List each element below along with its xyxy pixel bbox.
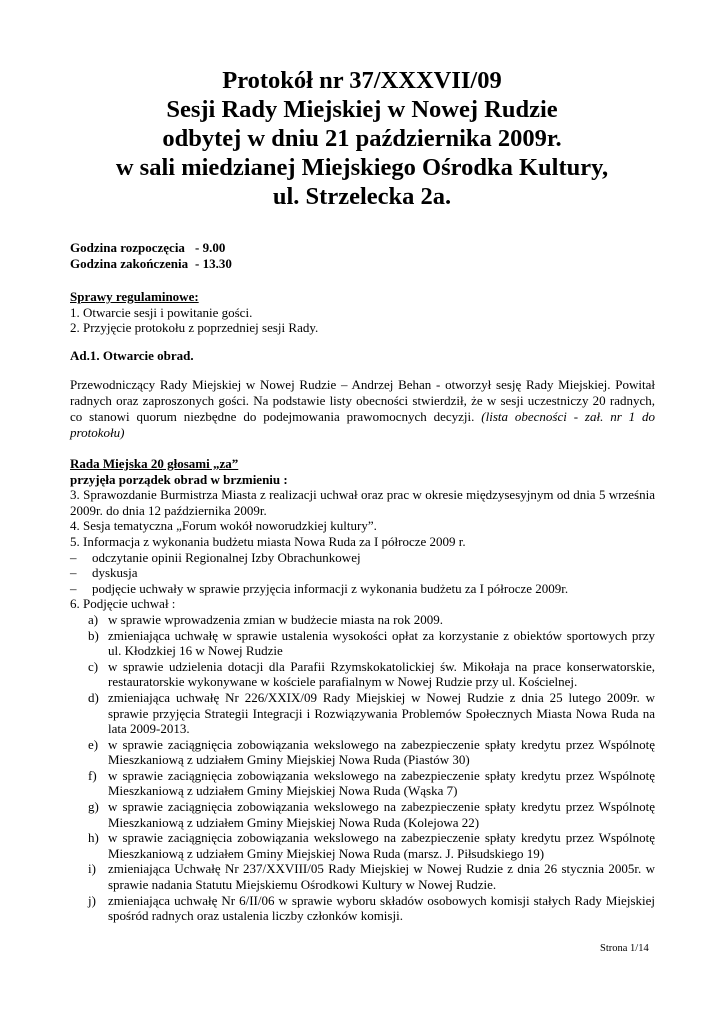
title-line: ul. Strzelecka 2a.	[272, 183, 452, 210]
resolution-item	[70, 768, 655, 799]
opening-paragraph	[70, 377, 655, 441]
resolution-item	[70, 612, 655, 628]
resolution-text: zmieniająca uchwałę w sprawie ustalenia wysokości opłat za korzystanie z obiektów sportowych przy ul. Kłodzkiej 16 w Nowej Rudzie	[108, 627, 655, 659]
resolution-key: j)	[88, 892, 96, 908]
end-time-label: Godzina zakończenia	[70, 255, 189, 271]
opening-paragraph-text: Przewodniczący Rady Miejskiej w Nowej Rudzie – Andrzej Behan - otworzył sesję Rady Miejskiej. Powitał radnych oraz zaproszonych gości. Na podstawie listy obecności stwierdził, że w sesji uczestniczy 20 radnych, co stanowi quorum niezbędne do podejmowania prawomocnych decyzji.	[70, 377, 655, 424]
agenda-subitem	[70, 550, 655, 566]
resolution-item	[70, 659, 655, 690]
title-line: Protokół nr 37/XXXVII/09	[222, 67, 502, 94]
resolution-item	[70, 737, 655, 768]
procedural-matters	[70, 289, 655, 336]
resolution-key: b)	[88, 627, 99, 643]
page-number: Strona 1/14	[600, 943, 649, 954]
resolution-text: zmieniająca uchwałę Nr 226/XXIX/09 Rady Miejskiej w Nowej Rudzie z dnia 25 lutego 2009r. w sprawie przyjęcia Strategii Integracji i Rozwiązywania Problemów Społecznych Miasta Nowa Ruda na lata 2009-2013.	[108, 689, 655, 737]
title-line: Sesji Rady Miejskiej w Nowej Rudzie	[166, 96, 558, 123]
agenda-item-6: 6. Podjęcie uchwał :	[70, 596, 176, 612]
resolution-item	[70, 799, 655, 830]
resolution-text: w sprawie zaciągnięcia zobowiązania wekslowego na zabezpieczenie spłaty kredytu przez Wspólnotę Mieszkaniową z udziałem Gminy Miejskiej Nowa Ruda (Wąska 7)	[108, 767, 655, 799]
attendance-note: (lista obecności - zał. nr 1 do protokołu)	[70, 409, 655, 440]
resolution-key: d)	[88, 689, 99, 705]
resolution-key: c)	[88, 658, 99, 674]
resolution-key: h)	[88, 830, 99, 846]
resolution-key: f)	[88, 767, 97, 783]
resolution-item	[70, 893, 655, 924]
start-time-label: Godzina rozpoczęcia	[70, 240, 185, 255]
title-line: odbytej w dniu 21 października 2009r.	[162, 125, 562, 152]
agenda-item-5: 5. Informacja z wykonania budżetu miasta Nowa Ruda za I półrocze 2009 r.	[70, 533, 466, 549]
section-heading-ad1: Ad.1. Otwarcie obrad.	[70, 348, 194, 363]
session-times	[70, 240, 655, 271]
resolution-key: i)	[88, 861, 96, 877]
resolution-key: e)	[88, 736, 99, 752]
document-title	[40, 66, 684, 211]
agenda-subheading: przyjęła porządek obrad w brzmieniu :	[70, 471, 288, 487]
resolution-key: g)	[88, 799, 99, 815]
title-line: w sali miedzianej Miejskiego Ośrodka Kultury,	[115, 154, 609, 181]
procedural-heading: Sprawy regulaminowe:	[70, 289, 199, 304]
resolution-item	[70, 690, 655, 737]
resolution-text: zmieniająca uchwałę Nr 6/II/06 w sprawie wyboru składów osobowych komisji stałych Rady Miejskiej spośród radnych oraz ustalenia liczby członków komisji.	[108, 892, 655, 924]
agenda-subitem	[70, 581, 655, 597]
resolution-text: w sprawie zaciągnięcia zobowiązania wekslowego na zabezpieczenie spłaty kredytu przez Wspólnotę Mieszkaniową z udziałem Gminy Miejskiej Nowa Ruda (Piastów 30)	[108, 736, 655, 768]
agenda-subitem-text: odczytanie opinii Regionalnej Izby Obrachunkowej	[92, 549, 361, 565]
dash-marker: –	[70, 580, 77, 596]
agenda-item-3: 3. Sprawozdanie Burmistrza Miasta z realizacji uchwał oraz prac w okresie międzysesyjnym od dnia 5 września 2009r. do dnia 12 października 2009r.	[70, 487, 655, 518]
agenda-subitem-text: dyskusja	[92, 565, 138, 581]
resolution-key: a)	[88, 611, 99, 627]
agenda-item-4: 4. Sesja tematyczna „Forum wokół noworudzkiej kultury”.	[70, 518, 377, 534]
agenda-subitem-text: podjęcie uchwały w sprawie przyjęcia informacji z wykonania budżetu za I półrocze 2009r.	[92, 580, 569, 596]
end-time-value: - 13.30	[195, 255, 232, 271]
resolution-text: w sprawie udzielenia dotacji dla Parafii Rzymskokatolickiej św. Mikołaja na prace konserwatorskie, restauratorskie wykonywane w kościele parafialnym w Nowej Rudzie przy ul. Kościelnej.	[108, 658, 655, 690]
procedural-item: 2. Przyjęcie protokołu z poprzedniej sesji Rady.	[70, 320, 319, 336]
resolution-item	[70, 830, 655, 861]
resolution-item	[70, 628, 655, 659]
dash-marker: –	[70, 565, 77, 581]
procedural-item: 1. Otwarcie sesji i powitanie gości.	[70, 304, 253, 320]
start-time-value: - 9.00	[195, 240, 226, 255]
resolution-text: w sprawie zaciągnięcia zobowiązania wekslowego na zabezpieczenie spłaty kredytu przez Wspólnotę Mieszkaniową z udziałem Gminy Miejskiej Nowa Ruda (Kolejowa 22)	[108, 799, 655, 830]
agenda-section	[70, 456, 655, 924]
resolution-text: w sprawie wprowadzenia zmian w budżecie miasta na rok 2009.	[108, 611, 443, 627]
agenda-subitem	[70, 565, 655, 581]
resolution-text: w sprawie zaciągnięcia zobowiązania wekslowego na zabezpieczenie spłaty kredytu przez Wspólnotę Mieszkaniową z udziałem Gminy Miejskiej Nowa Ruda (marsz. J. Piłsudskiego 19)	[108, 830, 655, 861]
dash-marker: –	[70, 549, 77, 565]
resolution-text: zmieniająca Uchwałę Nr 237/XXVIII/05 Rady Miejskiej w Nowej Rudzie z dnia 26 stycznia 2005r. w sprawie nadania Statutu Miejskiemu Ośrodkowi Kultury w Nowej Rudzie.	[108, 861, 655, 893]
agenda-vote-heading: Rada Miejska 20 głosami „za”	[70, 456, 239, 471]
resolution-item	[70, 861, 655, 892]
resolutions-list	[70, 612, 655, 924]
